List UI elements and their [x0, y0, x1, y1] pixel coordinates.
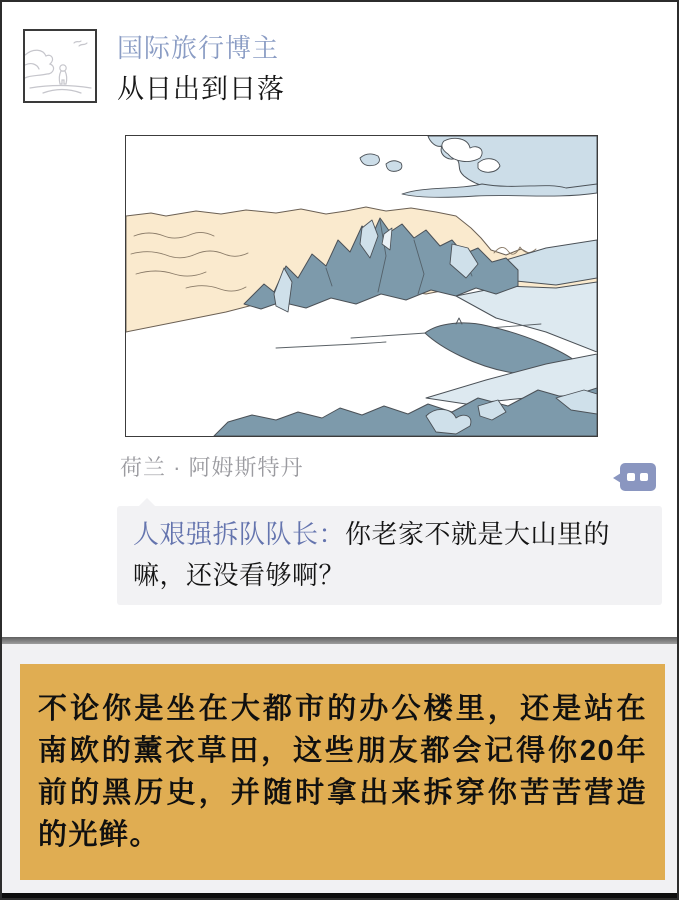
post-photo[interactable] [125, 135, 598, 437]
bottom-bar [2, 893, 677, 898]
caption-section [2, 644, 677, 900]
comment-author[interactable]: 人艰强拆队队长： [133, 519, 346, 549]
location-label: 荷兰 · 阿姆斯特丹 [120, 455, 304, 480]
post-text: 从日出到日落 [117, 74, 285, 104]
comment-menu-tail [613, 473, 621, 483]
comment-bubble [117, 506, 662, 605]
caption-card [20, 664, 665, 880]
mountain-illustration [126, 136, 597, 436]
section-divider [2, 637, 677, 644]
two-dots-icon [627, 473, 635, 481]
comment-menu-button[interactable] [620, 463, 656, 491]
comment-text: 你老家不就是大山里的嘛，还没看够啊？ [133, 519, 611, 590]
username[interactable]: 国际旅行博主 [117, 33, 280, 63]
two-dots-icon [640, 473, 648, 481]
bubble-tail [139, 498, 155, 506]
avatar[interactable] [23, 29, 97, 103]
caption-text: 不论你是坐在大都市的办公楼里，还是站在南欧的薰衣草田，这些朋友都会记得你20年前的黑历史，并随时拿出来拆穿你苦苦营造的光鲜。 [38, 693, 647, 851]
avatar-sketch-icon [25, 31, 95, 101]
